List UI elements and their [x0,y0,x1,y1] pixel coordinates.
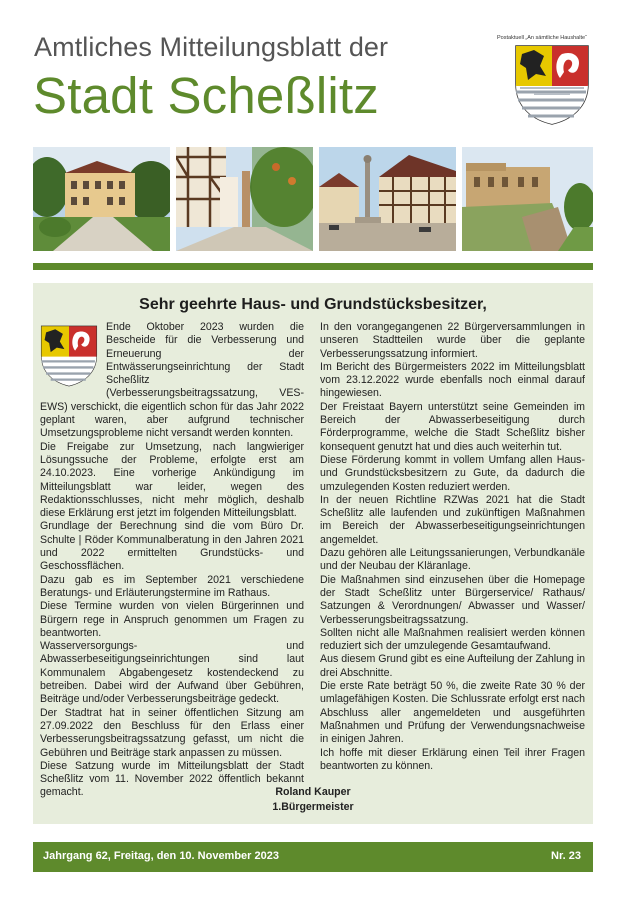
crest-note: Postaktuell „An sämtliche Haushalte“ [497,35,587,41]
masthead-subtitle: Amtliches Mitteilungsblatt der [34,32,389,62]
town-crest-icon [514,44,590,126]
photo-market-square [319,147,456,251]
article-paragraph: Ich hoffe mit dieser Erklärung einen Teil ihrer Fragen beantworten zu können. [320,746,585,772]
article-paragraph: Im Bericht des Bürgermeisters 2022 im Mitteilungsblatt vom 23.12.2022 wurde ebenfalls noch einmal darauf hingewiesen. [320,360,585,400]
article-paragraph: Ende Oktober 2023 wurden die Bescheide für die Verbesserung und Erneuerung der Entwässerungseinrichtung der Stadt Scheßlitz (Verbesserungsbeitragssatzung, VES-EWS) verschickt, die eigentlich schon für das Jahr 2022 geplant waren, aber aufgrund technischer Umsetzungsprobleme nicht versandt werden konnten. [40,321,304,440]
article-paragraph: Diese Förderung kommt in vollem Umfang allen Haus- und Grundstücksbesitzern zu Gute, da dadurch die umzulegenden Kosten reduziert werden. [320,453,585,493]
article-paragraph: Die Freigabe zur Umsetzung, nach langwieriger Lösungssuche der Probleme, erfolgte erst am 24.10.2023. Eine vorherige Ankündigung im Mitteilungsblatt war leider, wegen des Redaktionsschlusses, nicht mehr möglich, deshalb diese Erklärung erst jetzt im folgenden Mitteilungsblatt. [40,440,304,520]
accent-bar [33,263,593,270]
article-paragraph: Der Freistaat Bayern unterstützt seine Gemeinden im Bereich der Abwasserbeseitigung durch Förderprogramme, welche die Stadt Scheßlitz bisher konsequent genutzt hat und dies auch weiterhin tut. [320,400,585,453]
article-paragraph: Diese Satzung wurde im Mitteilungsblatt der Stadt Scheßlitz vom 11. November 2022 öffentlich bekannt gemacht. [40,759,304,799]
issue-number: Nr. 23 [551,850,581,862]
town-crest-small-icon [40,324,98,388]
article-paragraph: In den vorangegangenen 22 Bürgerversammlungen in unseren Stadtteilen wurde über die geplante Verbesserungssatzung informiert. [320,321,585,360]
article-column-right [320,321,585,773]
article-paragraph: Dazu gehören alle Leitungssanierungen, Verbundkanäle und der Neubau der Kläranlage. [320,547,585,573]
article-paragraph: Dazu gab es im September 2021 verschiedene Beratungs- und Erläuterungstermine im Rathaus. [40,573,304,599]
photo-manor-house [33,147,170,251]
article-column-left [40,321,304,800]
article-paragraph: Die Maßnahmen sind einzusehen über die Homepage der Stadt Scheßlitz unter Bürgerservice/ Rathaus/ Satzungen & Verordnungen/ Abwasser und Wasser/ Verbesserungsbeitragssatzung. [320,573,585,626]
article-paragraph: In der neuen Richtline RZWas 2021 hat die Stadt Scheßlitz alle laufenden und zukünftigen Maßnahmen im Bereich der Abwasserbeseitigungseinrichtungen angemeldet. [320,493,585,546]
signature-title: 1.Bürgermeister [272,801,354,813]
article-paragraph: Wasserversorgungs- und Abwasserbeseitigungseinrichtungen sind laut Kommunalem Abgabengesetz kostendeckend zu betreiben. Dabei wird der Aufwand über Gebühren, Beiträge und/oder Verbesserungsbeiträge gedeckt. [40,640,304,706]
photo-castle-ruin [462,147,593,251]
article-paragraph: Aus diesem Grund gibt es eine Aufteilung der Zahlung in drei Abschnitte. [320,653,586,679]
article-paragraph: Der Stadtrat hat in seiner öffentlichen Sitzung am 27.09.2022 den Beschluss für den Erlass einer Verbesserungsbeitragssatzung gefasst, um nicht die Gebühren und Beiträge stark anpassen zu müssen. [40,706,304,759]
article-paragraph: Diese Termine wurden von vielen Bürgerinnen und Bürgern rege in Anspruch genommen um Fragen zu beantworten. [40,600,304,639]
signature-name: Roland Kauper [275,786,351,798]
article-paragraph: Sollten nicht alle Maßnahmen realisiert werden können reduziert sich der umzulegende Gesamtaufwand. [320,626,585,653]
article-paragraph: Grundlage der Berechnung sind die vom Büro Dr. Schulte | Röder Kommunalberatung in den Jahren 2021 und 2022 ermittelten Grundstücks- und Geschossflächen. [40,520,304,573]
footer-bar [33,842,593,872]
article-paragraph: Die erste Rate beträgt 50 %, die zweite Rate 30 % der umlagefähigen Kosten. Die Schlussrate erfolgt erst nach Abschluss aller angemeldeten und ausgeführten Maßnahmen und Prüfung der Verwendungsnachweise in einigen Jahren. [320,680,585,746]
photo-half-timbered-lane [176,147,313,251]
masthead-title: Stadt Scheßlitz [33,67,379,124]
article-headline: Sehr geehrte Haus- und Grundstücksbesitzer, [139,296,487,313]
issue-info: Jahrgang 62, Freitag, den 10. November 2023 [43,850,279,862]
